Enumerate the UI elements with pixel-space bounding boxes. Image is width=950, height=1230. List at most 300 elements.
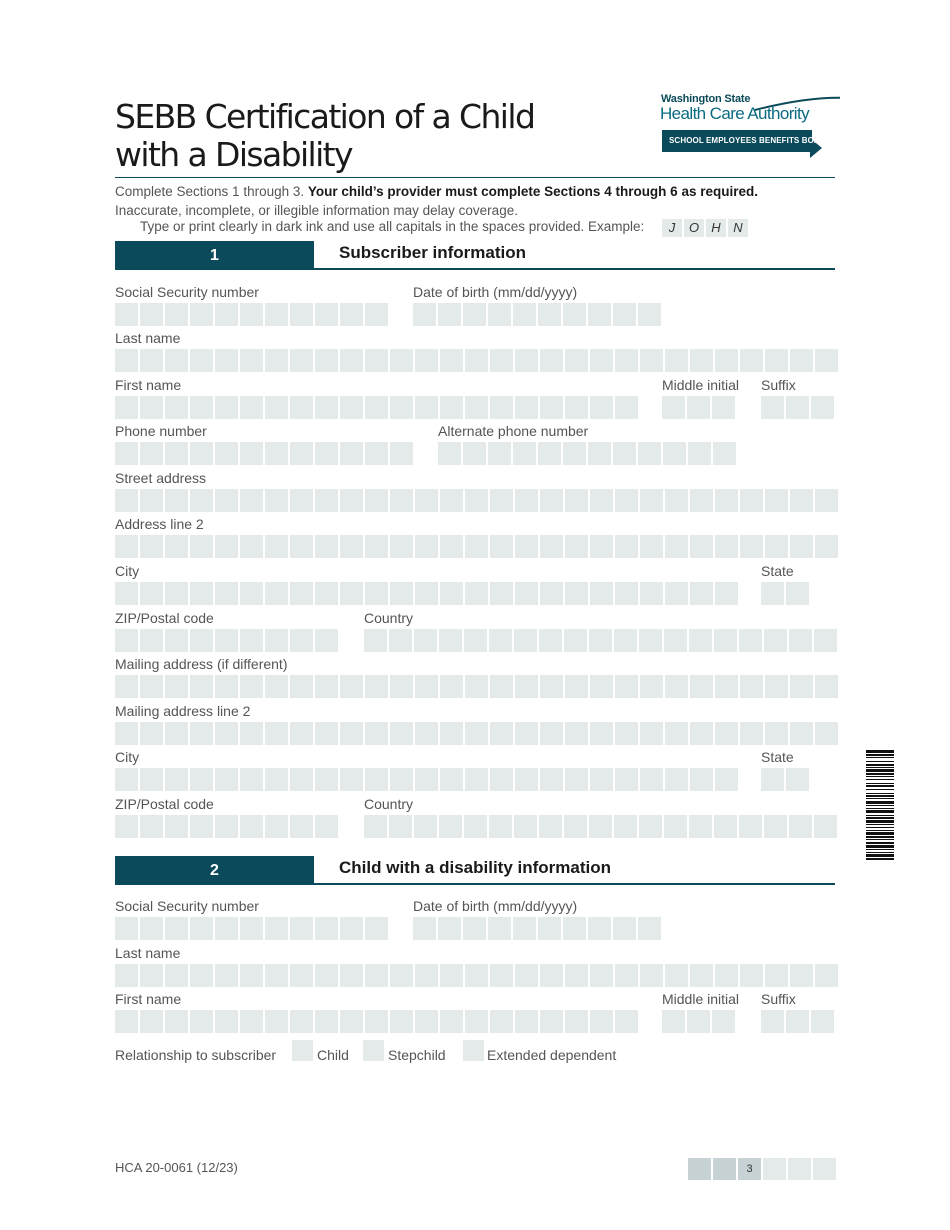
char-box[interactable] [290, 675, 313, 698]
char-box[interactable] [614, 815, 637, 838]
char-box[interactable] [761, 396, 784, 419]
char-box[interactable] [790, 722, 813, 745]
char-box[interactable] [815, 489, 838, 512]
char-box[interactable] [215, 675, 238, 698]
char-box[interactable] [215, 964, 238, 987]
char-box[interactable] [140, 629, 163, 652]
char-box[interactable] [565, 582, 588, 605]
char-box[interactable] [488, 917, 511, 940]
char-box[interactable] [440, 535, 463, 558]
char-box[interactable] [265, 303, 288, 326]
char-box[interactable] [615, 768, 638, 791]
char-box[interactable] [215, 629, 238, 652]
char-box[interactable] [240, 442, 263, 465]
char-box[interactable] [165, 1010, 188, 1033]
char-box[interactable] [515, 1010, 538, 1033]
char-box[interactable] [365, 535, 388, 558]
char-box[interactable] [315, 442, 338, 465]
char-box[interactable] [786, 768, 809, 791]
char-box[interactable] [365, 489, 388, 512]
char-box[interactable] [115, 722, 138, 745]
char-box[interactable] [514, 629, 537, 652]
char-box[interactable] [315, 964, 338, 987]
char-box[interactable] [786, 1010, 809, 1033]
char-box[interactable] [315, 675, 338, 698]
char-box[interactable] [140, 396, 163, 419]
char-box[interactable] [215, 722, 238, 745]
char-box[interactable] [715, 722, 738, 745]
char-box[interactable] [690, 349, 713, 372]
char-box[interactable] [538, 442, 561, 465]
char-box[interactable] [465, 1010, 488, 1033]
char-box[interactable] [390, 442, 413, 465]
char-box[interactable] [415, 535, 438, 558]
char-box[interactable] [564, 629, 587, 652]
char-box[interactable] [615, 489, 638, 512]
char-box[interactable] [315, 722, 338, 745]
char-box[interactable] [390, 349, 413, 372]
char-box[interactable] [165, 964, 188, 987]
char-box[interactable] [690, 964, 713, 987]
char-box[interactable] [715, 582, 738, 605]
char-box[interactable] [811, 1010, 834, 1033]
char-box[interactable] [640, 535, 663, 558]
char-box[interactable] [265, 722, 288, 745]
char-box[interactable] [390, 722, 413, 745]
char-box[interactable] [765, 349, 788, 372]
char-box[interactable] [638, 442, 661, 465]
char-box[interactable] [140, 768, 163, 791]
char-box[interactable] [540, 582, 563, 605]
char-box[interactable] [290, 1010, 313, 1033]
char-box[interactable] [515, 349, 538, 372]
char-box[interactable] [290, 303, 313, 326]
char-box[interactable] [165, 396, 188, 419]
char-box[interactable] [687, 1010, 710, 1033]
char-box[interactable] [365, 917, 388, 940]
char-box[interactable] [290, 582, 313, 605]
char-box[interactable] [565, 1010, 588, 1033]
char-box[interactable] [740, 349, 763, 372]
char-box[interactable] [439, 815, 462, 838]
char-box[interactable] [413, 917, 436, 940]
char-box[interactable] [115, 1010, 138, 1033]
char-box[interactable] [590, 1010, 613, 1033]
char-box[interactable] [615, 349, 638, 372]
char-box[interactable] [315, 349, 338, 372]
s1-mail-country-input[interactable] [364, 815, 837, 838]
char-box[interactable] [265, 489, 288, 512]
char-box[interactable] [240, 535, 263, 558]
char-box[interactable] [640, 964, 663, 987]
char-box[interactable] [165, 535, 188, 558]
char-box[interactable] [240, 303, 263, 326]
char-box[interactable] [687, 396, 710, 419]
char-box[interactable] [515, 396, 538, 419]
char-box[interactable] [190, 396, 213, 419]
char-box[interactable] [588, 442, 611, 465]
char-box[interactable] [140, 722, 163, 745]
char-box[interactable] [115, 815, 138, 838]
char-box[interactable] [165, 917, 188, 940]
char-box[interactable] [440, 1010, 463, 1033]
char-box[interactable] [389, 815, 412, 838]
char-box[interactable] [589, 815, 612, 838]
char-box[interactable] [514, 815, 537, 838]
char-box[interactable] [814, 815, 837, 838]
char-box[interactable] [215, 917, 238, 940]
s1-street-input[interactable] [115, 489, 838, 512]
char-box[interactable] [365, 349, 388, 372]
char-box[interactable] [190, 917, 213, 940]
char-box[interactable] [115, 349, 138, 372]
char-box[interactable] [538, 917, 561, 940]
char-box[interactable] [464, 629, 487, 652]
char-box[interactable] [438, 303, 461, 326]
char-box[interactable] [415, 396, 438, 419]
char-box[interactable] [513, 442, 536, 465]
char-box[interactable] [240, 1010, 263, 1033]
char-box[interactable] [465, 722, 488, 745]
char-box[interactable] [315, 768, 338, 791]
char-box[interactable] [715, 964, 738, 987]
char-box[interactable] [714, 629, 737, 652]
char-box[interactable] [465, 489, 488, 512]
char-box[interactable] [588, 303, 611, 326]
char-box[interactable] [365, 768, 388, 791]
char-box[interactable] [789, 815, 812, 838]
s1-city-input[interactable] [115, 582, 738, 605]
char-box[interactable] [115, 675, 138, 698]
char-box[interactable] [565, 722, 588, 745]
char-box[interactable] [315, 629, 338, 652]
char-box[interactable] [390, 1010, 413, 1033]
char-box[interactable] [365, 303, 388, 326]
char-box[interactable] [340, 489, 363, 512]
char-box[interactable] [614, 629, 637, 652]
char-box[interactable] [540, 964, 563, 987]
char-box[interactable] [390, 582, 413, 605]
char-box[interactable] [190, 722, 213, 745]
char-box[interactable] [640, 675, 663, 698]
char-box[interactable] [790, 964, 813, 987]
char-box[interactable] [690, 489, 713, 512]
char-box[interactable] [340, 722, 363, 745]
char-box[interactable] [415, 582, 438, 605]
char-box[interactable] [315, 303, 338, 326]
char-box[interactable] [140, 582, 163, 605]
char-box[interactable] [240, 349, 263, 372]
char-box[interactable] [215, 1010, 238, 1033]
char-box[interactable] [439, 629, 462, 652]
char-box[interactable] [390, 675, 413, 698]
char-box[interactable] [715, 675, 738, 698]
char-box[interactable] [665, 964, 688, 987]
char-box[interactable] [365, 675, 388, 698]
char-box[interactable] [115, 303, 138, 326]
char-box[interactable] [590, 349, 613, 372]
char-box[interactable] [440, 582, 463, 605]
s1-phone-input[interactable] [115, 442, 413, 465]
s1-address2-input[interactable] [115, 535, 838, 558]
char-box[interactable] [465, 964, 488, 987]
char-box[interactable] [438, 917, 461, 940]
char-box[interactable] [215, 442, 238, 465]
char-box[interactable] [165, 442, 188, 465]
char-box[interactable] [140, 964, 163, 987]
char-box[interactable] [590, 582, 613, 605]
char-box[interactable] [440, 675, 463, 698]
char-box[interactable] [240, 917, 263, 940]
relationship-child-checkbox[interactable] [292, 1040, 313, 1061]
char-box[interactable] [640, 489, 663, 512]
char-box[interactable] [415, 1010, 438, 1033]
char-box[interactable] [639, 815, 662, 838]
char-box[interactable] [115, 768, 138, 791]
relationship-stepchild-checkbox[interactable] [363, 1040, 384, 1061]
char-box[interactable] [464, 815, 487, 838]
char-box[interactable] [240, 675, 263, 698]
char-box[interactable] [790, 349, 813, 372]
char-box[interactable] [190, 349, 213, 372]
char-box[interactable] [590, 396, 613, 419]
char-box[interactable] [414, 815, 437, 838]
char-box[interactable] [564, 815, 587, 838]
char-box[interactable] [140, 1010, 163, 1033]
char-box[interactable] [665, 722, 688, 745]
char-box[interactable] [240, 964, 263, 987]
char-box[interactable] [563, 442, 586, 465]
char-box[interactable] [765, 675, 788, 698]
char-box[interactable] [415, 489, 438, 512]
char-box[interactable] [490, 768, 513, 791]
char-box[interactable] [290, 349, 313, 372]
s1-last-name-input[interactable] [115, 349, 838, 372]
char-box[interactable] [390, 489, 413, 512]
char-box[interactable] [190, 964, 213, 987]
char-box[interactable] [365, 1010, 388, 1033]
char-box[interactable] [665, 675, 688, 698]
char-box[interactable] [565, 489, 588, 512]
char-box[interactable] [739, 629, 762, 652]
char-box[interactable] [786, 582, 809, 605]
char-box[interactable] [140, 349, 163, 372]
char-box[interactable] [665, 768, 688, 791]
char-box[interactable] [713, 442, 736, 465]
char-box[interactable] [590, 675, 613, 698]
char-box[interactable] [365, 582, 388, 605]
char-box[interactable] [265, 675, 288, 698]
char-box[interactable] [615, 964, 638, 987]
char-box[interactable] [539, 629, 562, 652]
char-box[interactable] [315, 917, 338, 940]
s1-mail-city-input[interactable] [115, 768, 738, 791]
char-box[interactable] [190, 675, 213, 698]
char-box[interactable] [539, 815, 562, 838]
char-box[interactable] [590, 489, 613, 512]
char-box[interactable] [588, 917, 611, 940]
char-box[interactable] [415, 349, 438, 372]
char-box[interactable] [340, 396, 363, 419]
char-box[interactable] [165, 722, 188, 745]
char-box[interactable] [265, 349, 288, 372]
char-box[interactable] [240, 768, 263, 791]
char-box[interactable] [590, 964, 613, 987]
char-box[interactable] [140, 917, 163, 940]
char-box[interactable] [265, 815, 288, 838]
char-box[interactable] [715, 349, 738, 372]
char-box[interactable] [513, 303, 536, 326]
char-box[interactable] [340, 768, 363, 791]
s2-suffix-input[interactable] [761, 1010, 834, 1033]
char-box[interactable] [811, 396, 834, 419]
char-box[interactable] [815, 675, 838, 698]
char-box[interactable] [290, 535, 313, 558]
char-box[interactable] [290, 815, 313, 838]
char-box[interactable] [765, 489, 788, 512]
char-box[interactable] [390, 396, 413, 419]
char-box[interactable] [240, 489, 263, 512]
char-box[interactable] [765, 722, 788, 745]
char-box[interactable] [714, 815, 737, 838]
char-box[interactable] [515, 582, 538, 605]
char-box[interactable] [165, 303, 188, 326]
char-box[interactable] [315, 815, 338, 838]
char-box[interactable] [290, 396, 313, 419]
char-box[interactable] [665, 349, 688, 372]
char-box[interactable] [190, 768, 213, 791]
char-box[interactable] [364, 629, 387, 652]
char-box[interactable] [140, 815, 163, 838]
char-box[interactable] [340, 917, 363, 940]
char-box[interactable] [490, 964, 513, 987]
char-box[interactable] [665, 535, 688, 558]
char-box[interactable] [115, 442, 138, 465]
char-box[interactable] [613, 442, 636, 465]
char-box[interactable] [190, 582, 213, 605]
char-box[interactable] [315, 1010, 338, 1033]
char-box[interactable] [415, 964, 438, 987]
char-box[interactable] [490, 396, 513, 419]
char-box[interactable] [440, 396, 463, 419]
char-box[interactable] [515, 535, 538, 558]
char-box[interactable] [540, 396, 563, 419]
char-box[interactable] [815, 722, 838, 745]
char-box[interactable] [815, 535, 838, 558]
char-box[interactable] [440, 489, 463, 512]
char-box[interactable] [664, 629, 687, 652]
char-box[interactable] [340, 1010, 363, 1033]
char-box[interactable] [488, 303, 511, 326]
char-box[interactable] [786, 396, 809, 419]
char-box[interactable] [240, 396, 263, 419]
s1-suffix-input[interactable] [761, 396, 834, 419]
s2-dob-input[interactable] [413, 917, 661, 940]
char-box[interactable] [640, 582, 663, 605]
s2-middle-initial-input[interactable] [662, 1010, 735, 1033]
char-box[interactable] [740, 489, 763, 512]
char-box[interactable] [563, 303, 586, 326]
char-box[interactable] [115, 535, 138, 558]
char-box[interactable] [540, 1010, 563, 1033]
char-box[interactable] [690, 722, 713, 745]
char-box[interactable] [715, 768, 738, 791]
char-box[interactable] [340, 349, 363, 372]
char-box[interactable] [761, 768, 784, 791]
char-box[interactable] [590, 722, 613, 745]
char-box[interactable] [465, 768, 488, 791]
char-box[interactable] [438, 442, 461, 465]
char-box[interactable] [490, 722, 513, 745]
char-box[interactable] [662, 396, 685, 419]
char-box[interactable] [165, 815, 188, 838]
char-box[interactable] [414, 629, 437, 652]
s1-dob-input[interactable] [413, 303, 661, 326]
char-box[interactable] [640, 768, 663, 791]
char-box[interactable] [740, 964, 763, 987]
char-box[interactable] [565, 396, 588, 419]
char-box[interactable] [265, 1010, 288, 1033]
char-box[interactable] [290, 489, 313, 512]
char-box[interactable] [190, 442, 213, 465]
char-box[interactable] [265, 768, 288, 791]
char-box[interactable] [463, 442, 486, 465]
char-box[interactable] [515, 675, 538, 698]
char-box[interactable] [490, 675, 513, 698]
char-box[interactable] [190, 303, 213, 326]
char-box[interactable] [615, 396, 638, 419]
s1-first-name-input[interactable] [115, 396, 638, 419]
char-box[interactable] [215, 489, 238, 512]
char-box[interactable] [490, 582, 513, 605]
char-box[interactable] [265, 917, 288, 940]
char-box[interactable] [638, 917, 661, 940]
char-box[interactable] [688, 442, 711, 465]
char-box[interactable] [340, 964, 363, 987]
char-box[interactable] [590, 535, 613, 558]
char-box[interactable] [715, 535, 738, 558]
char-box[interactable] [815, 964, 838, 987]
char-box[interactable] [290, 917, 313, 940]
char-box[interactable] [240, 629, 263, 652]
char-box[interactable] [740, 535, 763, 558]
char-box[interactable] [265, 535, 288, 558]
char-box[interactable] [215, 303, 238, 326]
char-box[interactable] [761, 1010, 784, 1033]
char-box[interactable] [265, 629, 288, 652]
char-box[interactable] [340, 675, 363, 698]
char-box[interactable] [463, 917, 486, 940]
char-box[interactable] [215, 768, 238, 791]
char-box[interactable] [365, 442, 388, 465]
char-box[interactable] [315, 489, 338, 512]
char-box[interactable] [165, 629, 188, 652]
char-box[interactable] [790, 535, 813, 558]
char-box[interactable] [764, 629, 787, 652]
char-box[interactable] [165, 768, 188, 791]
char-box[interactable] [215, 815, 238, 838]
char-box[interactable] [265, 396, 288, 419]
char-box[interactable] [690, 535, 713, 558]
char-box[interactable] [440, 349, 463, 372]
char-box[interactable] [712, 1010, 735, 1033]
char-box[interactable] [165, 582, 188, 605]
char-box[interactable] [390, 768, 413, 791]
char-box[interactable] [489, 629, 512, 652]
char-box[interactable] [365, 964, 388, 987]
char-box[interactable] [540, 489, 563, 512]
char-box[interactable] [215, 535, 238, 558]
